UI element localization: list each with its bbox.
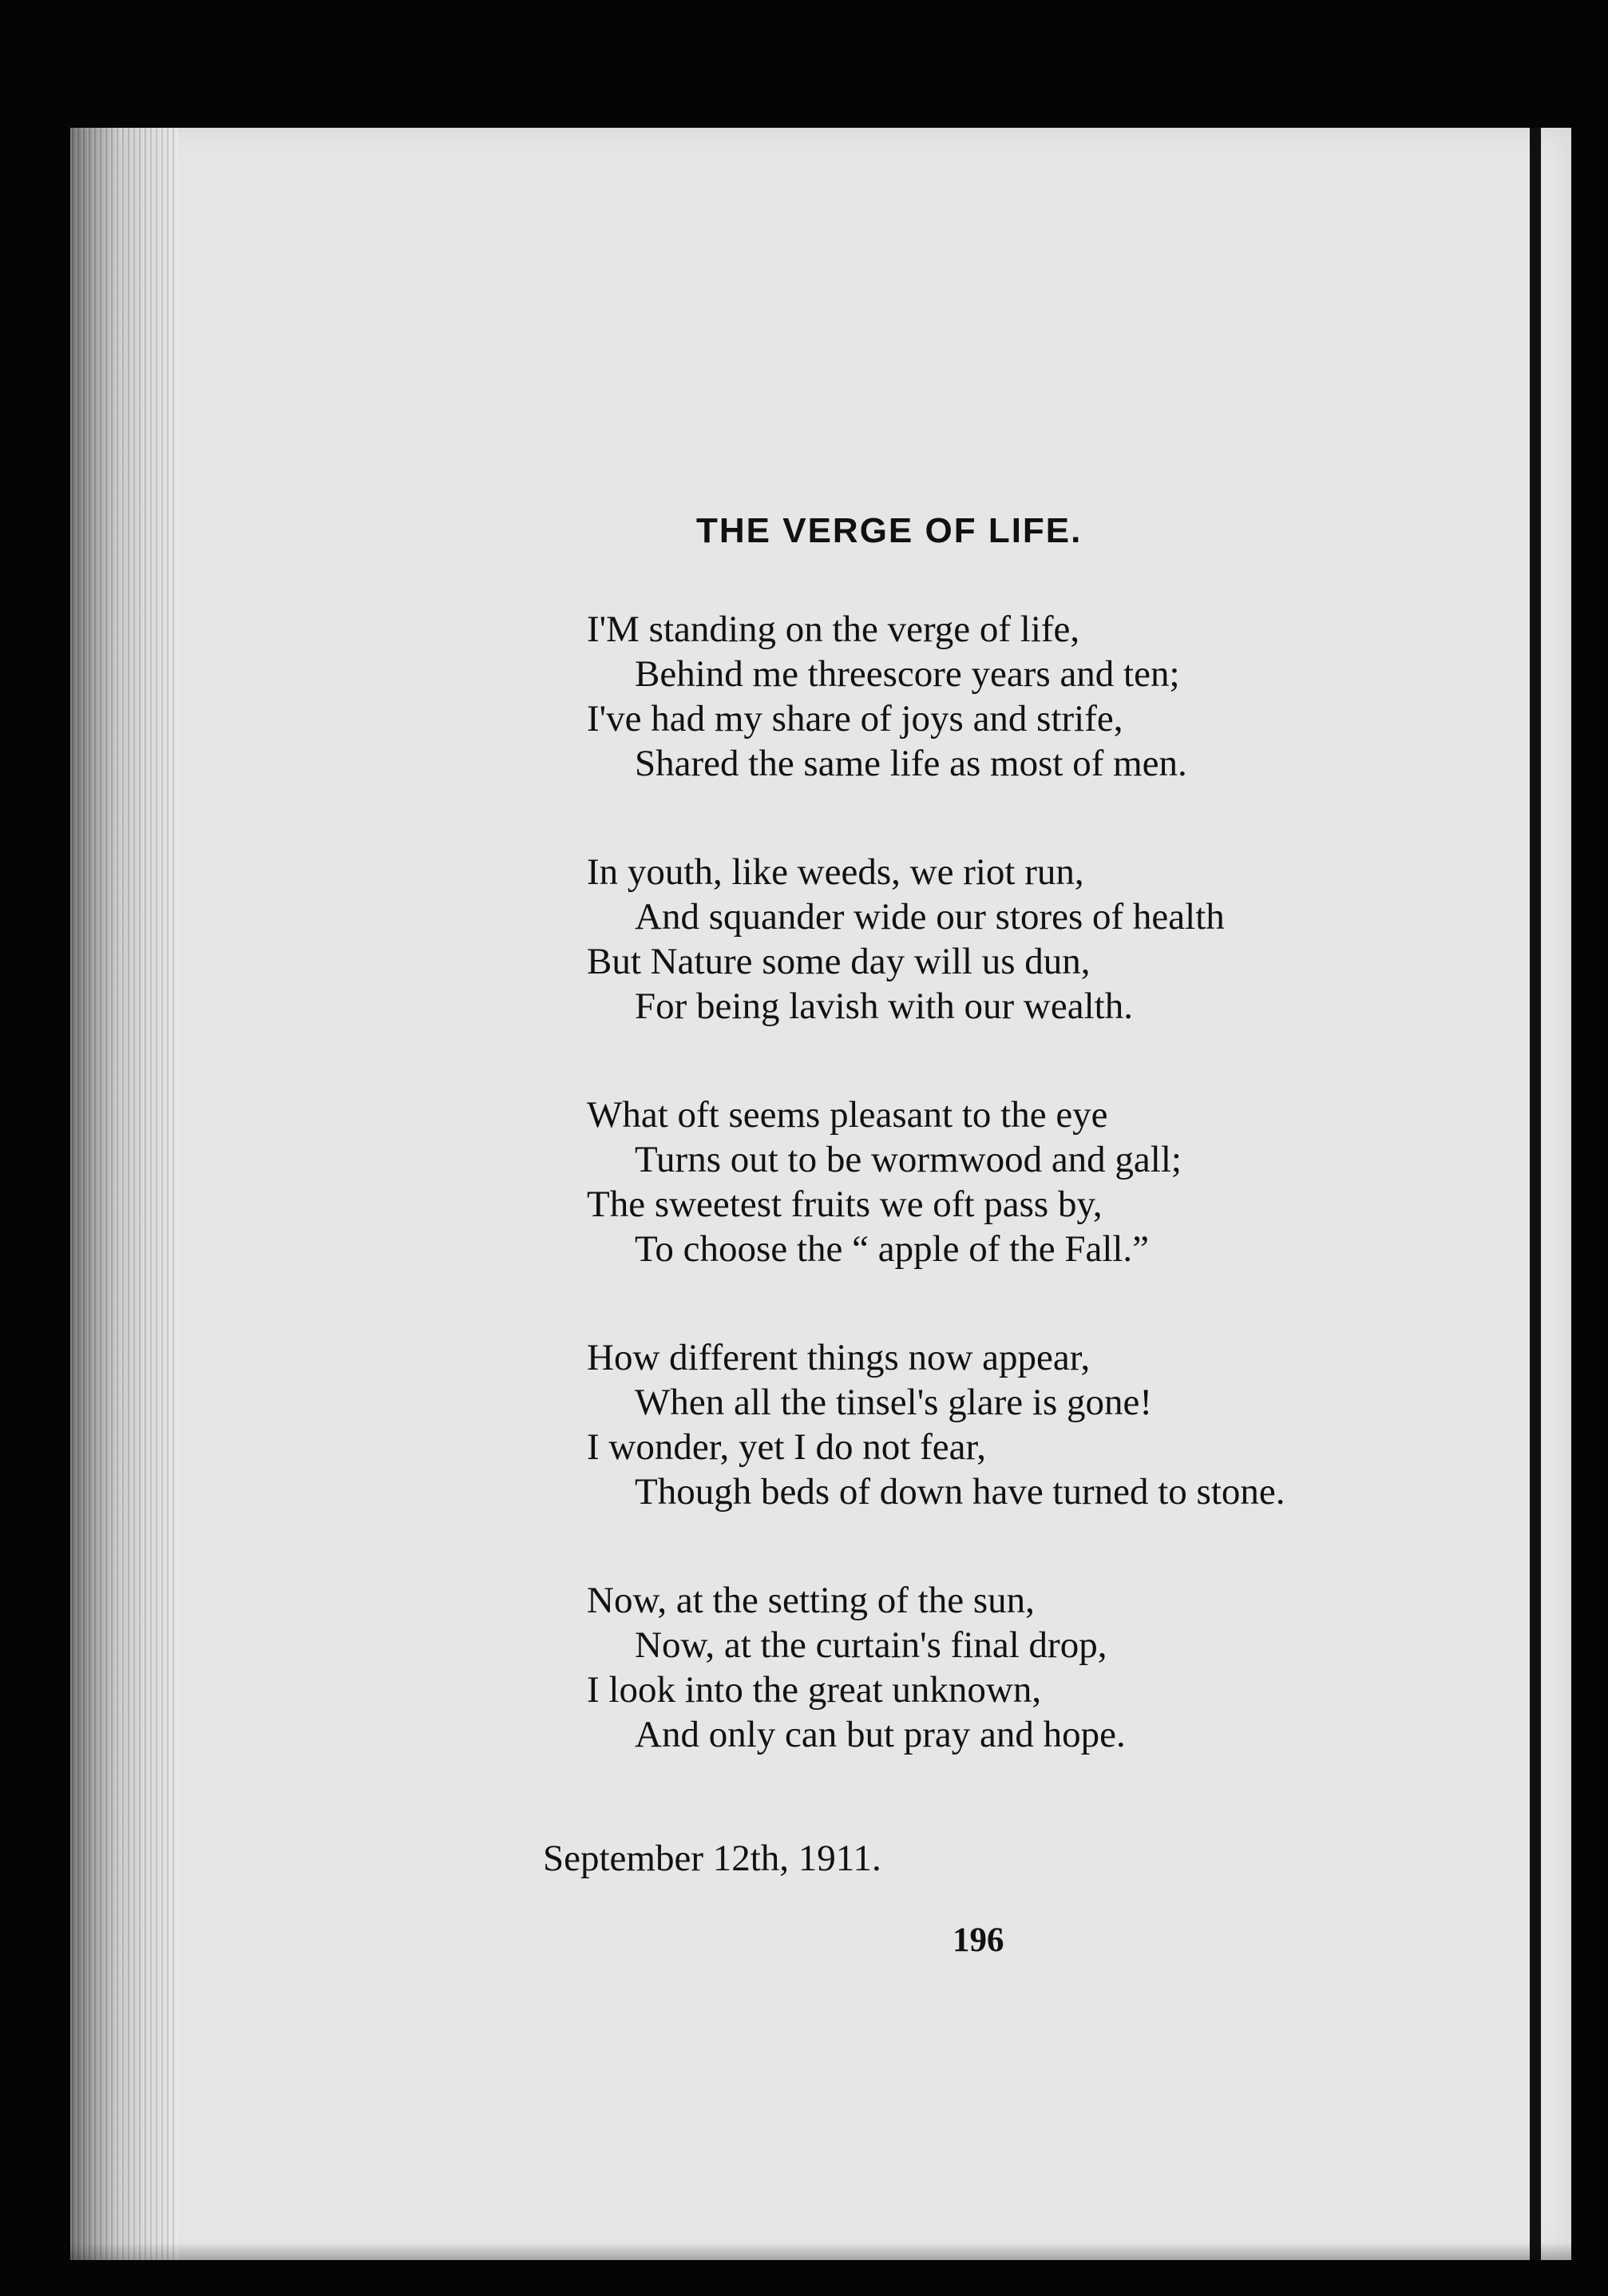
poem-line: I look into the great unknown, [587,1669,1042,1711]
poem-line-lead: I'M [587,609,640,650]
poem-line [587,607,1425,652]
poem-line: I wonder, yet I do not fear, [587,1426,986,1468]
poem-line: Now, at the setting of the sun, [587,1580,1035,1621]
poem-line: And squander wide our stores of health [635,896,1225,938]
poem-line: For being lavish with our wealth. [635,985,1133,1027]
stanza-4 [587,1335,1425,1514]
page-bottom-shadow [70,2242,1571,2260]
poem-line: To choose the “ apple of the Fall.” [635,1228,1150,1270]
poem-body [587,607,1425,1821]
poem-line: I've had my share of joys and strife, [587,698,1123,740]
poem-line: And only can but pray and hope. [635,1714,1126,1755]
poem-line: Though beds of down have turned to stone. [635,1471,1285,1513]
poem-line: Now, at the curtain's final drop, [635,1624,1107,1666]
stanza-5 [587,1578,1425,1757]
poem-line: Turns out to be wormwood and gall; [635,1139,1182,1180]
poem-line-rest: standing on the verge of life, [639,609,1080,650]
poem-line: In youth, like weeds, we riot run, [587,851,1084,893]
poem-line: Behind me threescore years and ten; [635,653,1180,695]
stanza-3 [587,1092,1425,1271]
page-number: 196 [953,1921,1004,1959]
poem-title: THE VERGE OF LIFE. [696,511,1083,550]
poem-date: September 12th, 1911. [543,1838,881,1879]
right-edge-rule [1530,128,1541,2260]
poem-line: When all the tinsel's glare is gone! [635,1382,1152,1423]
poem-line: How different things now appear, [587,1337,1091,1378]
page-binding-edge [70,128,178,2260]
stanza-2 [587,850,1425,1029]
stanza-1 [587,607,1425,786]
poem-line: What oft seems pleasant to the eye [587,1094,1108,1136]
poem-line: The sweetest fruits we oft pass by, [587,1184,1103,1225]
poem-line: But Nature some day will us dun, [587,941,1091,982]
poem-line: Shared the same life as most of men. [635,743,1187,784]
